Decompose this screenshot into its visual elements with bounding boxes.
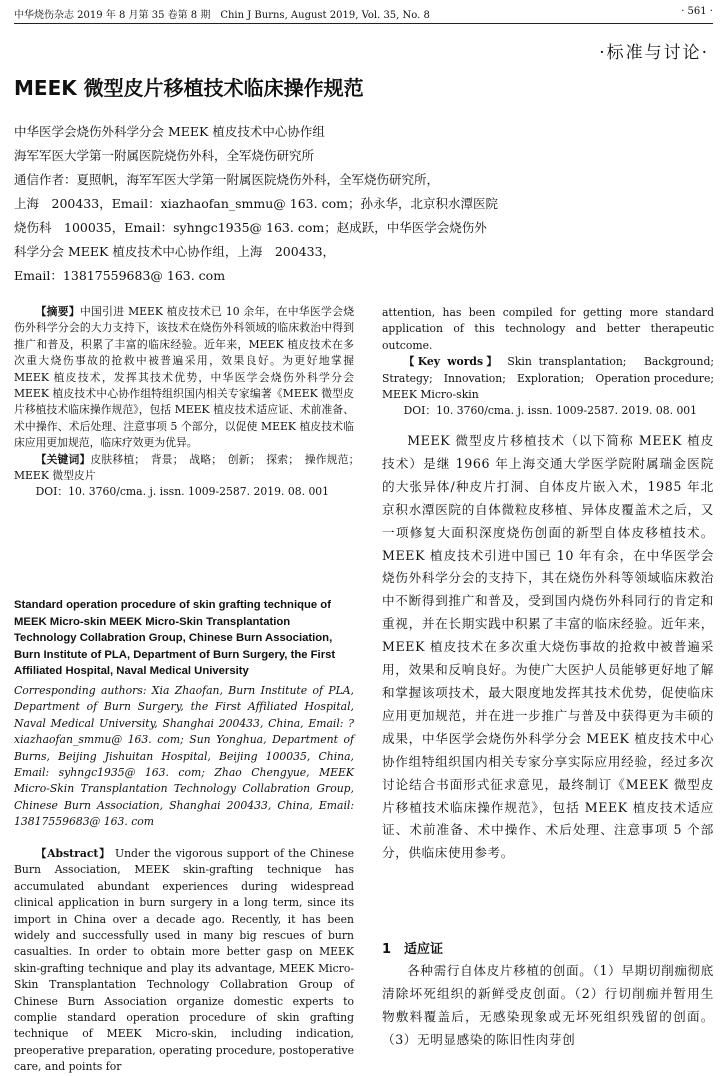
author-line: 科学分会 MEEK 植皮技术中心协作组，上海 200433， bbox=[14, 244, 336, 259]
corresponding-authors-en: Corresponding authors: Xia Zhaofan, Burn Institute of PLA, Department of Burn Surgery, the First Affiliated Hospital, Naval Medical University, Shanghai 200433, China, Email: ? xiazhaofan_smmu@ 163. com; Sun Yonghua, Department of Burns, Beijing Jishuitan Hospital, Beijing 100035, China, Email: syhngc1935@ 163. com; Zhao Chengyue, MEEK Micro-Skin Transplantation Technology Collabration Group, Chinese Burn Association, Shanghai 200433, China, Email: 13817559683@ 163. com bbox=[14, 684, 354, 829]
english-title: Standard operation procedure of skin grafting technique of MEEK Micro-skin MEEK Micro-Skin Transplantation Technology Collabration Group, Chinese Burn Association, Burn Institute of PLA, Department of Burn Surgery, the First Affiliated Hospital, Naval Medical University bbox=[14, 599, 336, 678]
abstract-cn bbox=[14, 304, 365, 501]
abstract-en-continued-text: attention, has been compiled for getting more standard application of this technology and better therapeutic outcome. bbox=[382, 306, 714, 352]
abstract-en-text: Under the vigorous support of the Chinese Burn Association, MEEK skin-grafting technique has accumulated abundant experiences during widespread clinical application in burn surgery in a long term, since its import in China over a decade ago. Recently, it has been widely and successfully used in many big rescues of burn casualties. In order to obtain more better gasp on MEEK skin-grafting technique and play its advantage, MEEK Micro-Skin Transplantation Technology Collabration Group of Chinese Burn Association organize domestic experts to complie standard operation procedure of skin grafting technique of MEEK Micro-skin, including indication, preoperative preparation, operating procedure, postoperative care, and points for bbox=[14, 847, 354, 1074]
author-line: 上海 200433，Email：xiazhaofan_smmu@ 163. com；孙永华，北京积水潭医院 bbox=[14, 196, 498, 211]
keywords-cn-label: 【关键词】 bbox=[35, 452, 91, 466]
keywords-en-text: Skin transplantation; Background; Strategy; Innovation; Exploration; Operation procedure; MEEK Micro-skin bbox=[382, 355, 725, 402]
author-line: 中华医学会烧伤外科学分会 MEEK 植皮技术中心协作组 bbox=[14, 124, 325, 139]
section-heading-indications: 1 适应证 bbox=[382, 942, 444, 957]
header-rule bbox=[14, 23, 713, 24]
page-number: · 561 · bbox=[681, 6, 713, 17]
abstract-cn-text: 中国引进 MEEK 植皮技术已 10 余年，在中华医学会烧伤外科学分会的大力支持下，该技术在烧伤外科领域的临床救治中得到推广和普及，积累了丰富的临床经验。近年来，MEEK 植皮技术在多次重大烧伤事故的抢救中被普遍采用，效果良好。为更好地掌握 MEEK 植皮技术，发挥其技术优势，中华医学会烧伤外科学分会 MEEK 植皮技术中心协作组特组织国内相关专家编著《MEEK 微型皮片移植技术临床操作规范》，包括 MEEK 植皮技术适应证、术前准备、术中操作、术后处理、注意事项 5 个部分，以促使 MEEK 植皮技术临床应用更加规范，临床疗效更为优异。 bbox=[14, 305, 354, 450]
section-indications-text: 各种需行自体皮片移植的创面。（1）早期切削痂彻底清除坏死组织的新鲜受皮创面。（2）行切削痂并暂用生物敷料覆盖后，无感染现象或无坏死组织残留的创面。（3）无明显感染的陈旧性肉芽创 bbox=[382, 963, 714, 1047]
abstract-en-continued bbox=[382, 305, 725, 420]
doi-en: DOI：10. 3760/cma. j. issn. 1009-2587. 2019. 08. 001 bbox=[403, 404, 698, 418]
section-label: ·标准与讨论· bbox=[599, 43, 709, 63]
abstract-cn-label: 【摘要】 bbox=[35, 305, 80, 318]
keywords-en-label: 【Key words】 bbox=[403, 355, 501, 369]
author-line: 烧伤科 100035，Email：syhngc1935@ 163. com；赵成跃，中华医学会烧伤外 bbox=[14, 220, 487, 235]
author-line: 海军军医大学第一附属医院烧伤外科，全军烧伤研究所 bbox=[14, 148, 315, 163]
keywords-cn-text: 皮肤移植； 背景； 战略； 创新； 探索； 操作规范； MEEK 微型皮片 bbox=[14, 452, 365, 483]
author-line: 通信作者：夏照帆，海军军医大学第一附属医院烧伤外科，全军烧伤研究所， bbox=[14, 172, 440, 187]
abstract-en bbox=[14, 846, 354, 1076]
abstract-en-label: 【Abstract】 bbox=[35, 847, 111, 860]
journal-header: 中华烧伤杂志 2019 年 8 月第 35 卷第 8 期 Chin J Burns, August 2019, Vol. 35, No. 8 bbox=[14, 10, 430, 21]
doi-cn: DOI：10. 3760/cma. j. issn. 1009-2587. 2019. 08. 001 bbox=[35, 485, 330, 499]
intro-paragraph: MEEK 微型皮片移植技术（以下简称 MEEK 植皮技术）是继 1966 年上海交通大学医学院附属瑞金医院的大张异体/种皮片打洞、自体皮片嵌入术，1985 年北京积水潭医院的自体微粒皮移植、异体皮覆盖术之后，又一项修复大面积深度烧伤创面的新型自体皮移植技术。MEEK 植皮技术引进中国已 10 年有余，在中华医学会烧伤外科学分会的支持下，其在烧伤外科等领域临床救治中不断得到推广和普及，受到国内烧伤外科同行的肯定和重视，并在长期实践中积累了丰富的临床经验。近年来，MEEK 植皮技术在多次重大烧伤事故的抢救中被普遍采用，效果和反响良好。为使广大医护人员能够更好地了解和掌握该项技术，最大限度地发挥其技术优势，促使临床应用更加规范，并在进一步推广与普及中获得更为丰硕的成果，中华医学会烧伤外科学分会 MEEK 植皮技术中心协作组特组织国内相关专家分享实际应用经验，经过多次讨论结合书面形式征求意见，最终制订《MEEK 微型皮片移植技术临床操作规范》，包括 MEEK 植皮技术适应证、术前准备、术中操作、术后处理、注意事项 5 个部分，供临床使用参考。 bbox=[382, 433, 714, 861]
author-line: Email：13817559683@ 163. com bbox=[14, 268, 226, 283]
article-title: MEEK 微型皮片移植技术临床操作规范 bbox=[14, 76, 364, 100]
authors-block bbox=[14, 120, 534, 288]
